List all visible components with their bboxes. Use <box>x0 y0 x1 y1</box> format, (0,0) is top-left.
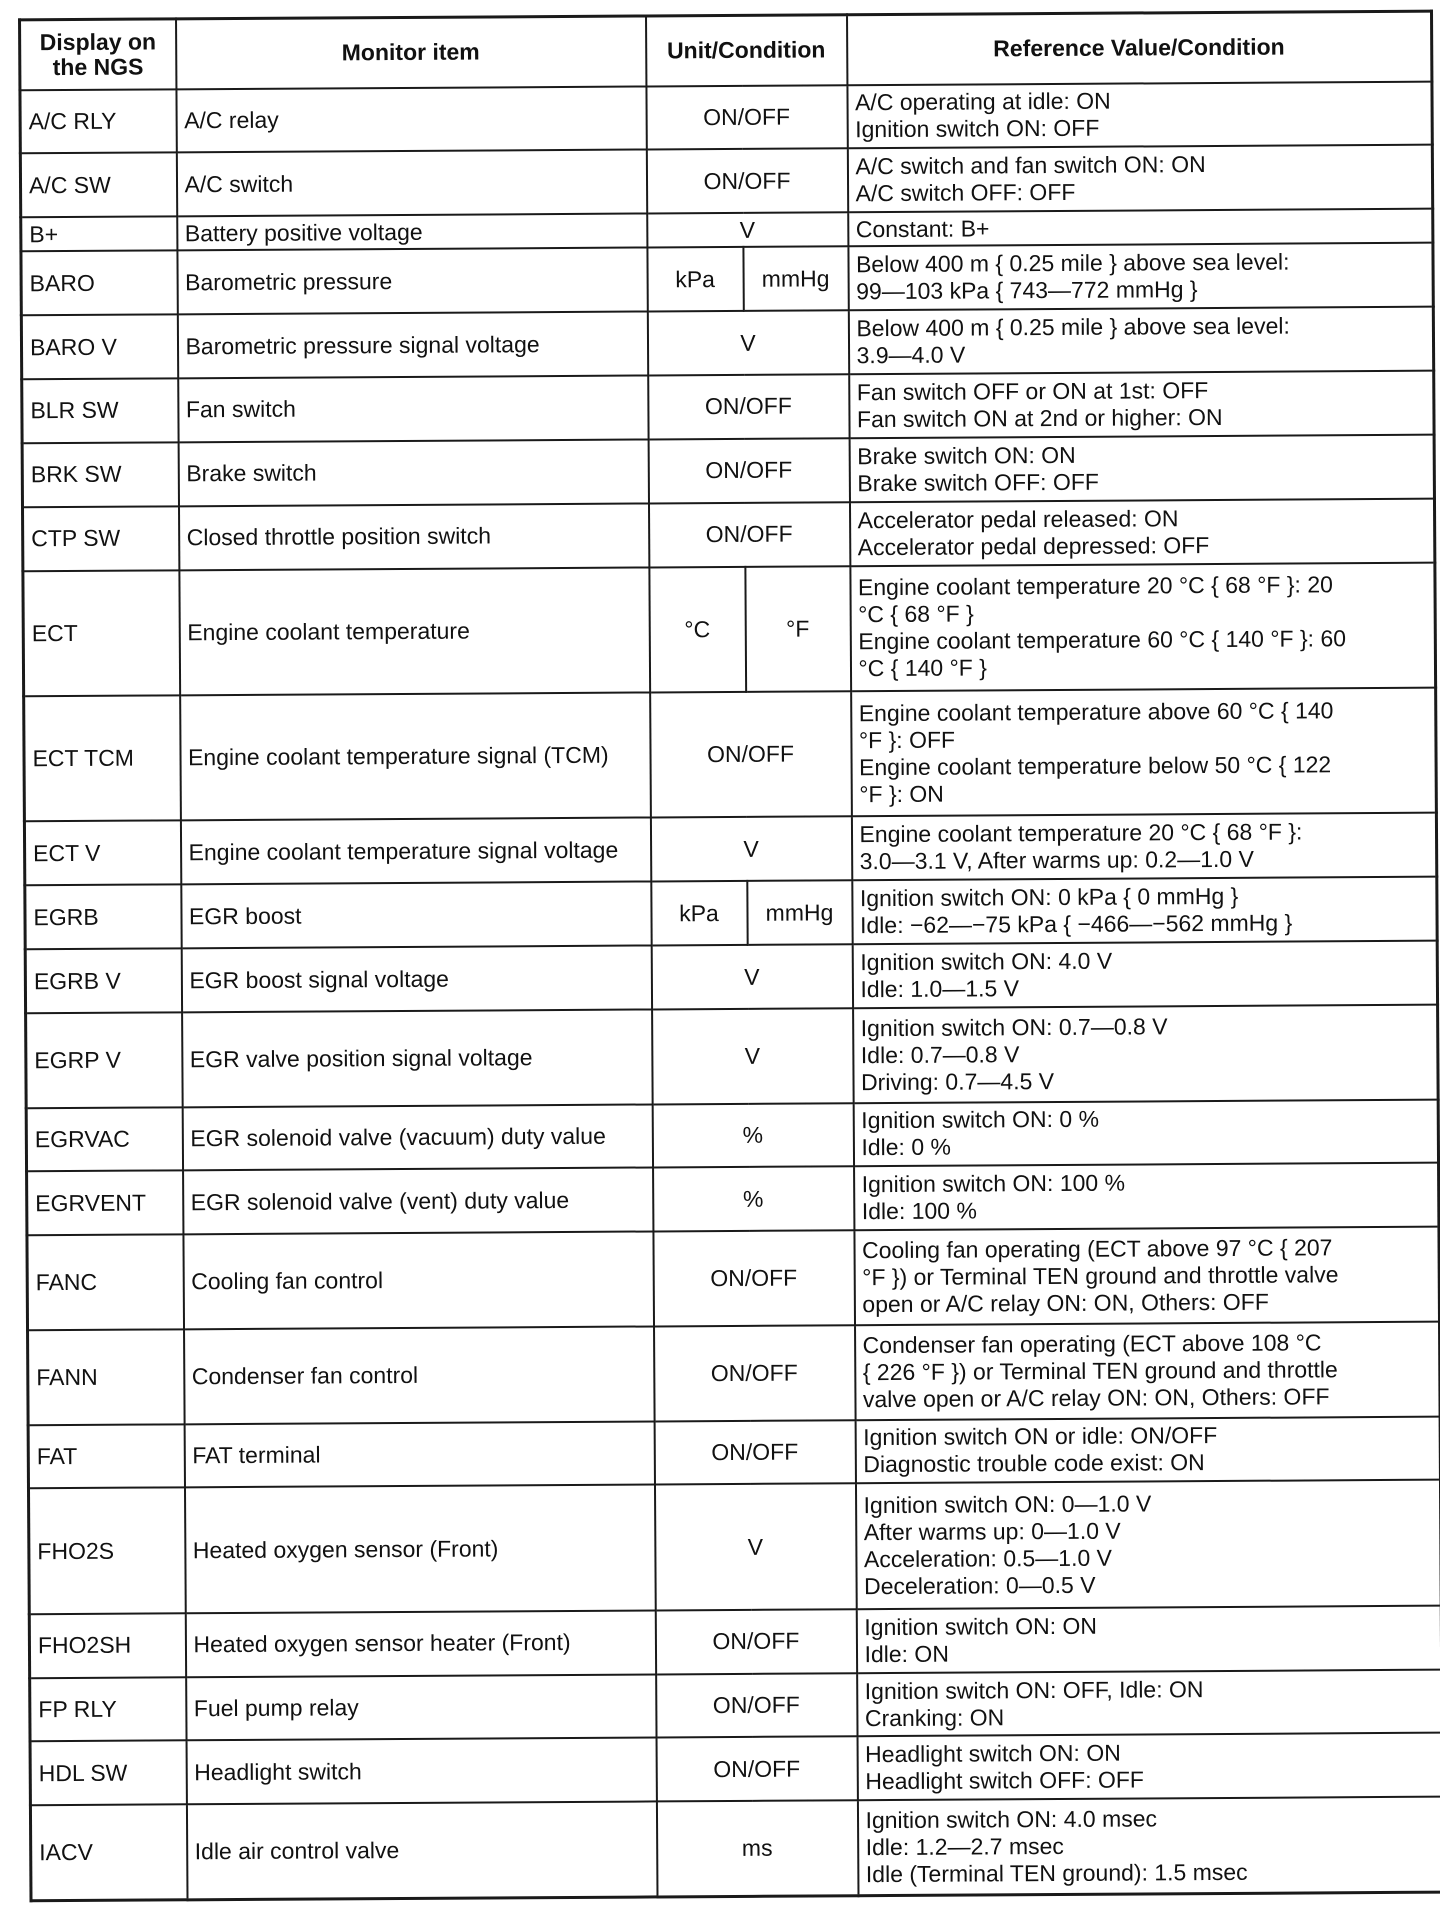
unit-cell: V <box>652 1008 854 1104</box>
table-row <box>26 1005 1439 1108</box>
reference-line: Constant: B+ <box>855 215 990 242</box>
unit-cell-primary: kPa <box>651 881 747 945</box>
reference-line: Engine coolant temperature 20 °C { 68 °F }: 20 <box>857 571 1333 601</box>
display-code-cell: FHO2S <box>28 1488 185 1614</box>
display-code-cell: EGRB V <box>25 948 181 1013</box>
reference-line: Fan switch ON at 2nd or higher: ON <box>856 403 1223 433</box>
reference-line: Idle: 1.2—2.7 msec <box>865 1833 1064 1861</box>
unit-cell: ON/OFF <box>656 1737 857 1802</box>
table-row <box>27 1163 1439 1235</box>
reference-line: Ignition switch ON: 100 % <box>861 1169 1126 1198</box>
monitor-item-cell: A/C relay <box>176 86 646 153</box>
monitor-item-cell: Heated oxygen sensor heater (Front) <box>185 1610 655 1677</box>
table-row <box>29 1605 1440 1677</box>
monitor-item-cell: Idle air control valve <box>186 1802 657 1900</box>
reference-line: Cranking: ON <box>864 1703 1005 1731</box>
table-row <box>23 562 1436 696</box>
reference-line: open or A/C relay ON: ON, Others: OFF <box>862 1288 1269 1318</box>
reference-line: Ignition switch ON: 0 % <box>861 1106 1100 1134</box>
table-row <box>30 1669 1440 1741</box>
unit-cell: V <box>654 1484 856 1611</box>
reference-line: °F }: ON <box>859 780 944 807</box>
unit-cell: V <box>647 212 848 247</box>
table-row <box>27 1227 1440 1330</box>
reference-value-cell <box>850 562 1436 691</box>
monitor-item-cell: A/C switch <box>176 150 646 217</box>
table-body <box>20 81 1440 1901</box>
reference-line: Fan switch OFF or ON at 1st: OFF <box>856 377 1209 406</box>
reference-line: °C { 140 °F } <box>858 654 987 682</box>
reference-line: Diagnostic trouble code exist: ON <box>863 1449 1205 1478</box>
monitor-item-cell: EGR boost <box>181 882 651 949</box>
display-code-cell: CTP SW <box>22 506 178 571</box>
reference-line: °F }) or Terminal TEN ground and throttle valve <box>862 1261 1339 1291</box>
reference-value-cell <box>855 1416 1440 1483</box>
table-row <box>20 81 1432 153</box>
table-row <box>28 1416 1440 1488</box>
display-code-cell: EGRVAC <box>26 1107 182 1172</box>
monitor-item-cell: Fan switch <box>178 376 648 443</box>
reference-line: Brake switch ON: ON <box>857 441 1076 470</box>
display-code-cell: ECT V <box>24 821 180 886</box>
unit-cell: % <box>653 1167 854 1232</box>
reference-value-cell <box>852 941 1437 1008</box>
reference-line: Engine coolant temperature 20 °C { 68 °F }: <box>859 818 1303 848</box>
reference-line: After warms up: 0—1.0 V <box>863 1517 1121 1546</box>
unit-cell: ON/OFF <box>648 438 849 503</box>
monitor-item-cell: FAT terminal <box>184 1421 654 1488</box>
unit-cell-primary: kPa <box>647 247 743 311</box>
table-row <box>25 941 1437 1013</box>
monitor-item-cell: EGR solenoid valve (vacuum) duty value <box>182 1104 652 1171</box>
reference-value-cell <box>847 145 1432 212</box>
reference-value-cell <box>852 877 1437 944</box>
reference-line: Ignition switch ON: OFF <box>855 115 1100 143</box>
reference-line: Idle (Terminal TEN ground): 1.5 msec <box>865 1858 1248 1888</box>
monitor-item-cell: Barometric pressure <box>177 248 647 315</box>
reference-value-cell <box>857 1669 1440 1736</box>
reference-line: Deceleration: 0—0.5 V <box>864 1571 1096 1600</box>
unit-cell-secondary: mmHg <box>743 247 848 311</box>
unit-cell: ON/OFF <box>654 1325 856 1421</box>
reference-line: Idle: 100 % <box>861 1197 977 1225</box>
monitor-item-cell: Battery positive voltage <box>177 214 647 251</box>
reference-line: °C { 68 °F } <box>858 600 974 628</box>
reference-line: Idle: 1.0—1.5 V <box>860 975 1020 1003</box>
reference-line: Idle: ON <box>864 1640 949 1667</box>
monitor-item-cell: Condenser fan control <box>184 1326 655 1423</box>
table-row <box>26 1099 1438 1171</box>
reference-line: Engine coolant temperature 60 °C { 140 °F }: 60 <box>858 625 1347 655</box>
reference-line: Ignition switch ON: OFF, Idle: ON <box>864 1675 1204 1704</box>
unit-cell: ms <box>656 1800 858 1896</box>
display-code-cell: FANC <box>27 1235 184 1331</box>
monitor-item-cell: EGR boost signal voltage <box>181 946 651 1013</box>
table-row <box>21 243 1433 315</box>
header-display-on-ngs: Display on the NGS <box>20 19 176 90</box>
monitor-item-cell: Engine coolant temperature signal (TCM) <box>180 692 651 820</box>
reference-line: 3.9—4.0 V <box>856 341 966 369</box>
reference-line: Acceleration: 0.5—1.0 V <box>863 1544 1113 1573</box>
reference-value-cell <box>855 1322 1440 1420</box>
unit-cell-primary: °C <box>649 566 746 692</box>
display-code-cell: BRK SW <box>22 442 178 507</box>
monitor-item-cell: Engine coolant temperature <box>179 567 650 695</box>
reference-value-cell <box>847 81 1432 148</box>
table-row <box>24 688 1437 822</box>
monitor-item-cell: Brake switch <box>178 439 648 506</box>
display-code-cell: B+ <box>21 217 177 252</box>
unit-cell-secondary: mmHg <box>747 880 852 944</box>
monitor-item-cell: Headlight switch <box>186 1738 656 1805</box>
unit-cell-secondary: °F <box>745 566 851 692</box>
reference-line: Accelerator pedal released: ON <box>857 504 1179 533</box>
reference-line: A/C operating at idle: ON <box>854 88 1111 116</box>
reference-value-cell <box>855 1480 1440 1609</box>
unit-cell: ON/OFF <box>648 502 849 567</box>
table-row <box>20 145 1432 217</box>
reference-value-cell <box>848 209 1433 247</box>
unit-cell: V <box>647 310 848 375</box>
reference-line: Below 400 m { 0.25 mile } above sea level: <box>856 312 1290 342</box>
table-row <box>21 307 1433 379</box>
table-row <box>30 1797 1440 1901</box>
reference-value-cell <box>856 1605 1440 1672</box>
reference-value-cell <box>851 813 1436 880</box>
monitor-item-cell: Engine coolant temperature signal voltage <box>180 818 650 885</box>
reference-line: Idle: −62—−75 kPa { −466—−562 mmHg } <box>859 909 1293 939</box>
reference-line: Condenser fan operating (ECT above 108 °C <box>862 1329 1322 1358</box>
table-header-row <box>20 11 1432 90</box>
table-row <box>22 435 1434 507</box>
reference-value-cell <box>854 1163 1439 1230</box>
reference-line: Ignition switch ON: 0.7—0.8 V <box>860 1013 1168 1041</box>
unit-cell: ON/OFF <box>648 374 849 439</box>
reference-line: Ignition switch ON: 4.0 msec <box>865 1805 1158 1834</box>
reference-value-cell <box>853 1099 1438 1166</box>
unit-cell: ON/OFF <box>646 149 847 214</box>
reference-line: A/C switch OFF: OFF <box>855 179 1076 207</box>
unit-cell: V <box>651 944 852 1009</box>
display-code-cell: BARO V <box>21 315 177 380</box>
table-row <box>22 498 1434 570</box>
monitor-item-cell: Fuel pump relay <box>186 1674 656 1741</box>
reference-line: Idle: 0 % <box>861 1134 952 1161</box>
reference-value-cell <box>848 307 1433 374</box>
reference-value-cell <box>848 243 1433 310</box>
reference-value-cell <box>851 688 1437 817</box>
reference-value-cell <box>857 1733 1440 1800</box>
table-row <box>30 1733 1440 1805</box>
display-code-cell: EGRVENT <box>27 1171 183 1236</box>
unit-cell: V <box>650 817 851 882</box>
monitor-item-table <box>18 10 1440 1903</box>
reference-line: Accelerator pedal depressed: OFF <box>857 531 1210 560</box>
display-code-cell: IACV <box>30 1805 187 1901</box>
reference-line: 99—103 kPa { 743—772 mmHg } <box>856 276 1198 305</box>
unit-cell: ON/OFF <box>653 1230 855 1326</box>
reference-value-cell <box>849 435 1434 502</box>
reference-line: Ignition switch ON: 4.0 V <box>860 947 1113 976</box>
unit-cell: % <box>652 1103 853 1168</box>
reference-value-cell <box>849 371 1434 438</box>
unit-cell: ON/OFF <box>656 1673 857 1738</box>
display-code-cell: FANN <box>28 1329 185 1425</box>
monitor-item-cell: Closed throttle position switch <box>178 503 648 570</box>
reference-line: Ignition switch ON: ON <box>864 1612 1098 1640</box>
reference-line: { 226 °F }) or Terminal TEN ground and throttle <box>862 1355 1338 1385</box>
display-code-cell: ECT <box>23 570 180 696</box>
reference-line: Driving: 0.7—4.5 V <box>860 1067 1055 1095</box>
display-code-cell: FP RLY <box>30 1677 186 1742</box>
header-monitor-item: Monitor item <box>176 16 646 89</box>
reference-line: valve open or A/C relay ON: ON, Others: OFF <box>862 1383 1330 1412</box>
display-code-cell: FHO2SH <box>29 1613 185 1678</box>
monitor-item-cell: EGR solenoid valve (vent) duty value <box>183 1168 653 1235</box>
monitor-item-cell: Barometric pressure signal voltage <box>177 312 647 379</box>
monitor-item-cell: EGR valve position signal voltage <box>182 1009 653 1106</box>
monitor-table-sheet <box>18 10 1440 1903</box>
unit-cell: ON/OFF <box>650 691 852 818</box>
table-row <box>25 877 1437 949</box>
reference-line: Cooling fan operating (ECT above 97 °C { 207 <box>861 1234 1333 1264</box>
table-row <box>28 1480 1440 1614</box>
table-row <box>28 1322 1440 1425</box>
reference-line: Ignition switch ON: 0 kPa { 0 mmHg } <box>859 883 1239 912</box>
reference-line: Brake switch OFF: OFF <box>857 468 1099 497</box>
display-code-cell: EGRB <box>25 885 181 950</box>
header-unit-condition: Unit/Condition <box>646 15 847 86</box>
monitor-item-cell: Cooling fan control <box>183 1232 654 1329</box>
table-row <box>22 371 1434 443</box>
display-code-cell: FAT <box>28 1424 184 1489</box>
reference-line: Below 400 m { 0.25 mile } above sea level: <box>855 248 1290 278</box>
unit-cell: ON/OFF <box>655 1609 856 1674</box>
display-code-cell: A/C SW <box>20 153 176 218</box>
reference-line: Ignition switch ON or idle: ON/OFF <box>863 1422 1218 1451</box>
display-code-cell: BARO <box>21 251 177 316</box>
monitor-item-cell: Heated oxygen sensor (Front) <box>184 1485 655 1613</box>
reference-line: Ignition switch ON: 0—1.0 V <box>863 1490 1152 1519</box>
reference-value-cell <box>853 1005 1439 1103</box>
reference-line: Headlight switch OFF: OFF <box>865 1766 1144 1795</box>
display-code-cell: HDL SW <box>30 1741 186 1806</box>
reference-line: °F }: OFF <box>858 726 956 753</box>
display-code-cell: A/C RLY <box>20 89 176 154</box>
reference-line: 3.0—3.1 V, After warms up: 0.2—1.0 V <box>859 846 1254 875</box>
reference-line: Engine coolant temperature above 60 °C { 140 <box>858 696 1334 726</box>
reference-line: A/C switch and fan switch ON: ON <box>855 151 1206 180</box>
table-row <box>24 813 1436 885</box>
unit-cell: ON/OFF <box>646 85 847 150</box>
reference-line: Idle: 0.7—0.8 V <box>860 1040 1020 1068</box>
reference-line: Engine coolant temperature below 50 °C { 122 <box>859 751 1332 780</box>
reference-value-cell <box>849 498 1434 565</box>
reference-value-cell <box>854 1227 1440 1325</box>
display-code-cell: EGRP V <box>26 1012 183 1108</box>
unit-cell: ON/OFF <box>654 1420 855 1485</box>
display-code-cell: ECT TCM <box>24 695 181 821</box>
header-reference-value: Reference Value/Condition <box>847 11 1432 85</box>
reference-line: Headlight switch ON: ON <box>865 1739 1121 1768</box>
reference-value-cell <box>857 1797 1440 1896</box>
display-code-cell: BLR SW <box>22 378 178 443</box>
